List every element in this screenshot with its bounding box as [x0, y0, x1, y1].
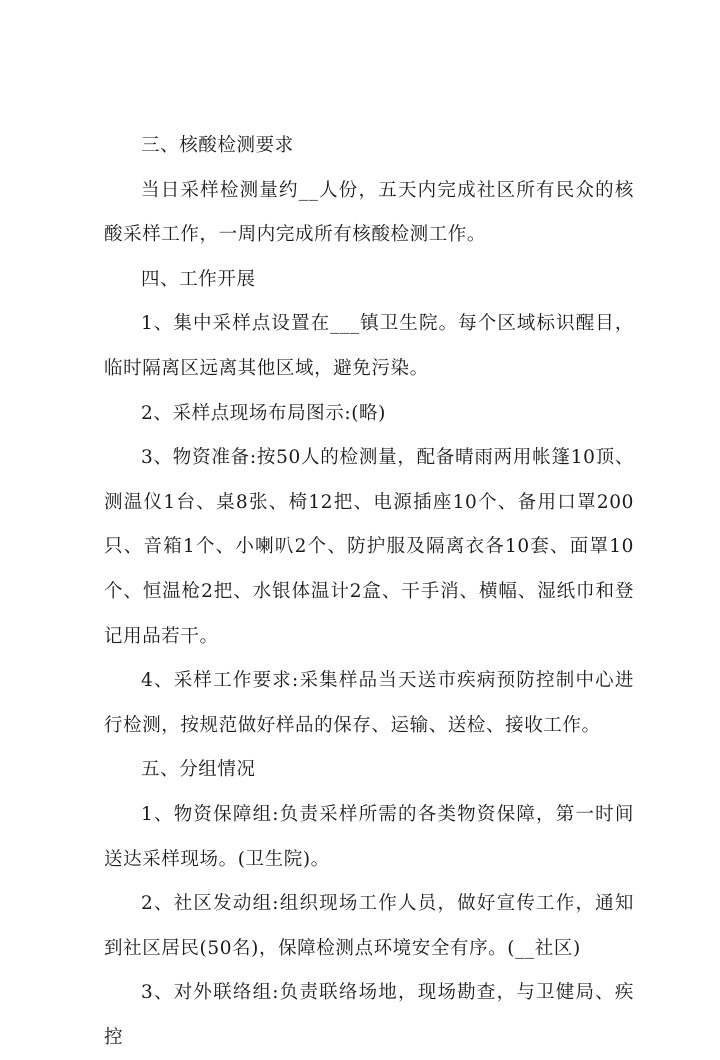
section-heading-grouping: 五、分组情况: [141, 759, 256, 781]
document-body: [104, 124, 634, 1060]
paragraph-sampling-site-setup: 1、集中采样点设置在___镇卫生院。每个区域标识醒目，临时隔离区远离其他区域，避免污染。: [104, 313, 634, 379]
paragraph-materials-preparation: 3、物资准备:按50人的检测量，配备晴雨两用帐篷10顶、测温仪1台、桌8张、椅12把、电源插座10个、备用口罩200只、音箱1个、小喇叭2个、防护服及隔离衣各10套、面罩10个、恒温枪2把、水银体温计2盒、干手消、横幅、湿纸巾和登记用品若干。: [104, 447, 634, 647]
paragraph-daily-sampling-volume: 当日采样检测量约__人份，五天内完成社区所有民众的核酸采样工作，一周内完成所有核酸检测工作。: [104, 179, 634, 246]
section-heading-work-launch: 四、工作开展: [141, 268, 256, 290]
paragraph-materials-group: 1、物资保障组:负责采样所需的各类物资保障，第一时间送达采样现场。(卫生院)。: [104, 803, 634, 870]
section-heading-nucleic-acid-requirements: 三、核酸检测要求: [141, 135, 294, 156]
paragraph-sampling-requirements: 4、采样工作要求:采集样品当天送市疾病预防控制中心进行检测，按规范做好样品的保存、运输、送检、接收工作。: [104, 670, 634, 736]
paragraph-site-layout: 2、采样点现场布局图示:(略): [141, 402, 386, 424]
paragraph-community-mobilization-group: 2、社区发动组:组织现场工作人员，做好宣传工作，通知到社区居民(50名)，保障检测点环境安全有序。(__社区): [104, 893, 634, 959]
paragraph-external-liaison-group: 3、对外联络组:负责联络场地，现场勘查，与卫健局、疾控: [104, 982, 634, 1048]
